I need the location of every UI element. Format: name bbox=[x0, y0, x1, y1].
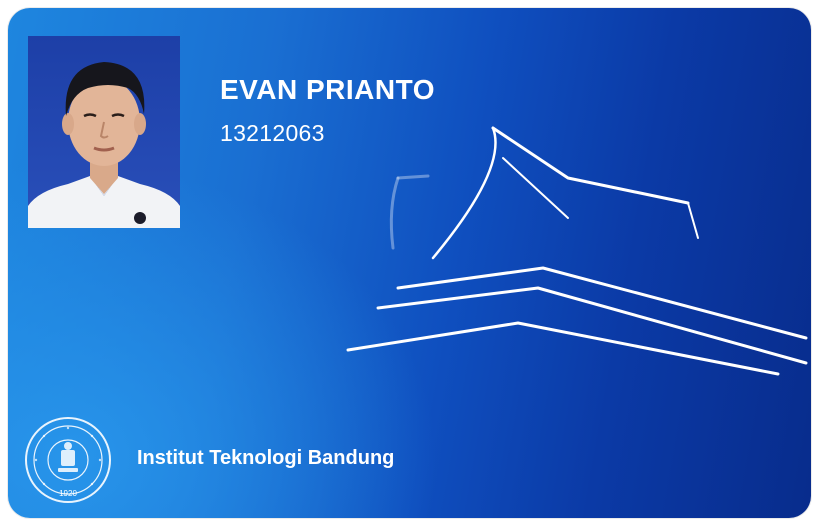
portrait-photo bbox=[28, 36, 180, 228]
institution-seal bbox=[24, 416, 112, 504]
building-line-art bbox=[338, 118, 811, 378]
seal-year: 1920 bbox=[59, 489, 77, 498]
portrait-illustration bbox=[28, 36, 180, 228]
id-card bbox=[8, 8, 811, 518]
student-number: 13212063 bbox=[220, 120, 325, 146]
holder-name: EVAN PRIANTO bbox=[220, 74, 435, 105]
institution-name: Institut Teknologi Bandung bbox=[137, 447, 395, 469]
